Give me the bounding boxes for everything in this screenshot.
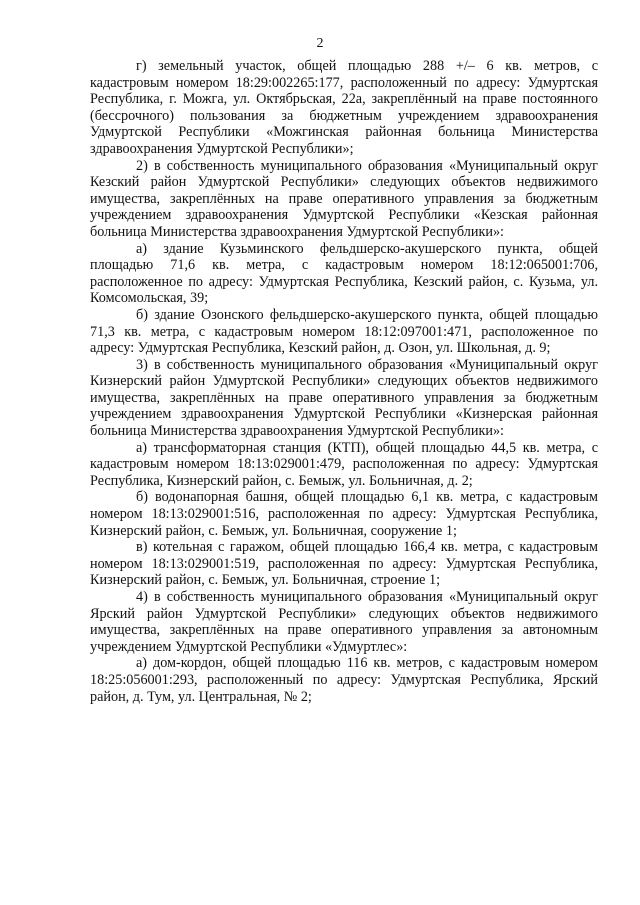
document-body	[90, 58, 598, 705]
paragraph-section-2-kez: 2) в собственность муниципального образования «Муниципальный округ Кезский район Удмуртской Республики» следующих объектов недвижимого имущества, закреплённых на праве оперативного управления за бюджетным учреждением здравоохранения Удмуртской Республики «Кезская районная больница Министерства здравоохранения Удмуртской Республики»:	[90, 157, 598, 240]
paragraph-item-a-kuzma-fap: а) здание Кузьминского фельдшерско-акушерского пункта, общей площадью 71,6 кв. метра, с кадастровым номером 18:12:065001:706, расположенное по адресу: Удмуртская Республика, Кезский район, с. Кузьма, ул. Комсомольская, 39;	[90, 240, 598, 307]
paragraph-item-b-water-tower: б) водонапорная башня, общей площадью 6,1 кв. метра, с кадастровым номером 18:13:029001:516, расположенная по адресу: Удмуртская Республика, Кизнерский район, с. Бемыж, ул. Больничная, сооружение 1;	[90, 489, 598, 539]
paragraph-item-g-land-plot: г) земельный участок, общей площадью 288 +/– 6 кв. метров, с кадастровым номером 18:29:002265:177, расположенный по адресу: Удмуртская Республика, г. Можга, ул. Октябрьская, 22а, закреплённый на праве постоянного (бессрочного) пользования за бюджетным учреждением здравоохранения Удмуртской Республики «Можгинская районная больница Министерства здравоохранения Удмуртской Республики»;	[90, 58, 598, 157]
paragraph-item-b-ozon-fap: б) здание Озонского фельдшерско-акушерского пункта, общей площадью 71,3 кв. метра, с кадастровым номером 18:12:097001:471, расположенное по адресу: Удмуртская Республика, Кезский район, д. Озон, ул. Школьная, д. 9;	[90, 306, 598, 357]
paragraph-item-a-cordon-house: а) дом-кордон, общей площадью 116 кв. метров, с кадастровым номером 18:25:056001:293, расположенный по адресу: Удмуртская Республика, Ярский район, д. Тум, ул. Центральная, № 2;	[90, 655, 598, 705]
paragraph-section-4-yar: 4) в собственность муниципального образования «Муниципальный округ Ярский район Удмуртской Республики» следующих объектов недвижимого имущества, закреплённых на праве оперативного управления за автономным учреждением Удмуртской Республики «Удмуртлес»:	[90, 589, 598, 655]
page-number: 2	[316, 36, 324, 51]
paragraph-item-a-transformer-station: а) трансформаторная станция (КТП), общей площадью 44,5 кв. метра, с кадастровым номером 18:13:029001:479, расположенная по адресу: Удмуртская Республика, Кизнерский район, с. Бемыж, ул. Больничная, д. 2;	[90, 439, 598, 489]
paragraph-section-3-kizner: 3) в собственность муниципального образования «Муниципальный округ Кизнерский район Удмуртской Республики» следующих объектов недвижимого имущества, закреплённых на праве оперативного управления за бюджетным учреждением здравоохранения Удмуртской Республики «Кизнерская районная больница Министерства здравоохранения Удмуртской Республики»:	[90, 356, 598, 440]
paragraph-item-v-boiler-house: в) котельная с гаражом, общей площадью 166,4 кв. метра, с кадастровым номером 18:13:029001:519, расположенная по адресу: Удмуртская Республика, Кизнерский район, с. Бемыж, ул. Больничная, строение 1;	[90, 539, 598, 589]
